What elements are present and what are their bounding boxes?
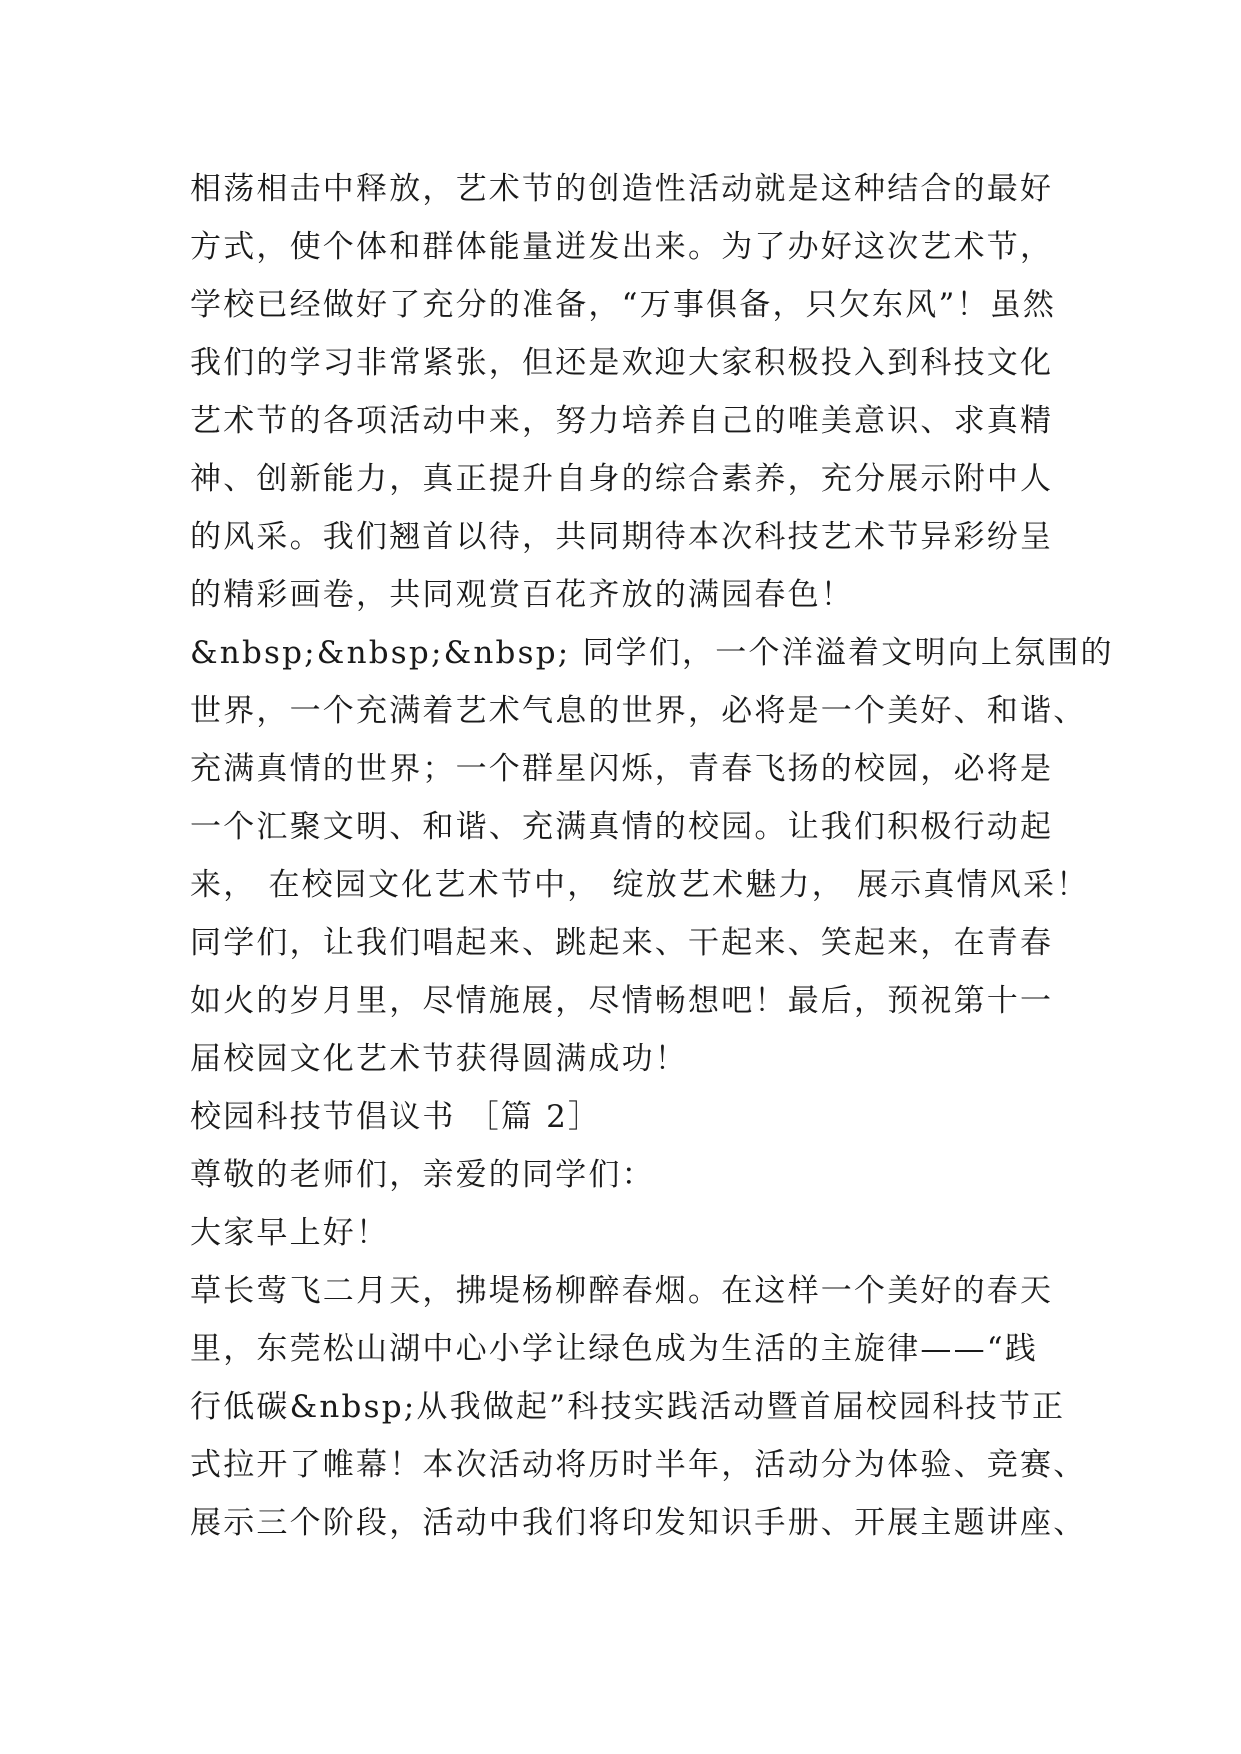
- text-line: 里，东莞松山湖中心小学让绿色成为生活的主旋律——“践: [190, 1331, 1039, 1367]
- text-line: 式拉开了帷幕！本次活动将历时半年，活动分为体验、竞赛、: [190, 1447, 1087, 1483]
- text-line: 世界，一个充满着艺术气息的世界，必将是一个美好、和谐、: [190, 693, 1087, 729]
- text-line: 来， 在校园文化艺术节中， 绽放艺术魅力， 展示真情风采！: [190, 867, 1090, 903]
- text-line: 相荡相击中释放，艺术节的创造性活动就是这种结合的最好: [190, 171, 1054, 207]
- text-line: 神、创新能力，真正提升自身的综合素养，充分展示附中人: [190, 461, 1054, 497]
- text-line: 的精彩画卷，共同观赏百花齐放的满园春色！: [190, 577, 854, 613]
- text-line: &nbsp;&nbsp;&nbsp; 同学们，一个洋溢着文明向上氛围的: [190, 635, 1114, 671]
- text-line: 的风采。我们翘首以待，共同期待本次科技艺术节异彩纷呈: [190, 519, 1054, 555]
- body-text: [190, 160, 1114, 1552]
- text-line: 行低碳&nbsp;从我做起”科技实践活动暨首届校园科技节正: [190, 1389, 1066, 1425]
- text-line: 届校园文化艺术节获得圆满成功！: [190, 1041, 688, 1077]
- section-heading: 校园科技节倡议书 ［篇 2］: [190, 1099, 602, 1135]
- text-line: 如火的岁月里，尽情施展，尽情畅想吧！最后，预祝第十一: [190, 983, 1054, 1019]
- text-line: 艺术节的各项活动中来，努力培养自己的唯美意识、求真精: [190, 403, 1054, 439]
- text-line: 一个汇聚文明、和谐、充满真情的校园。让我们积极行动起: [190, 809, 1054, 845]
- greeting: 大家早上好！: [190, 1215, 390, 1251]
- text-line: 我们的学习非常紧张，但还是欢迎大家积极投入到科技文化: [190, 345, 1054, 381]
- text-line: 学校已经做好了充分的准备，“万事俱备，只欠东风”！虽然: [190, 287, 1057, 323]
- text-line: 同学们，让我们唱起来、跳起来、干起来、笑起来，在青春: [190, 925, 1054, 961]
- text-line: 草长莺飞二月天，拂堤杨柳醉春烟。在这样一个美好的春天: [190, 1273, 1054, 1309]
- text-line: 方式，使个体和群体能量迸发出来。为了办好这次艺术节，: [190, 229, 1054, 265]
- text-line: 展示三个阶段，活动中我们将印发知识手册、开展主题讲座、: [190, 1505, 1087, 1541]
- salutation: 尊敬的老师们，亲爱的同学们：: [190, 1157, 655, 1193]
- text-line: 充满真情的世界；一个群星闪烁，青春飞扬的校园，必将是: [190, 751, 1054, 787]
